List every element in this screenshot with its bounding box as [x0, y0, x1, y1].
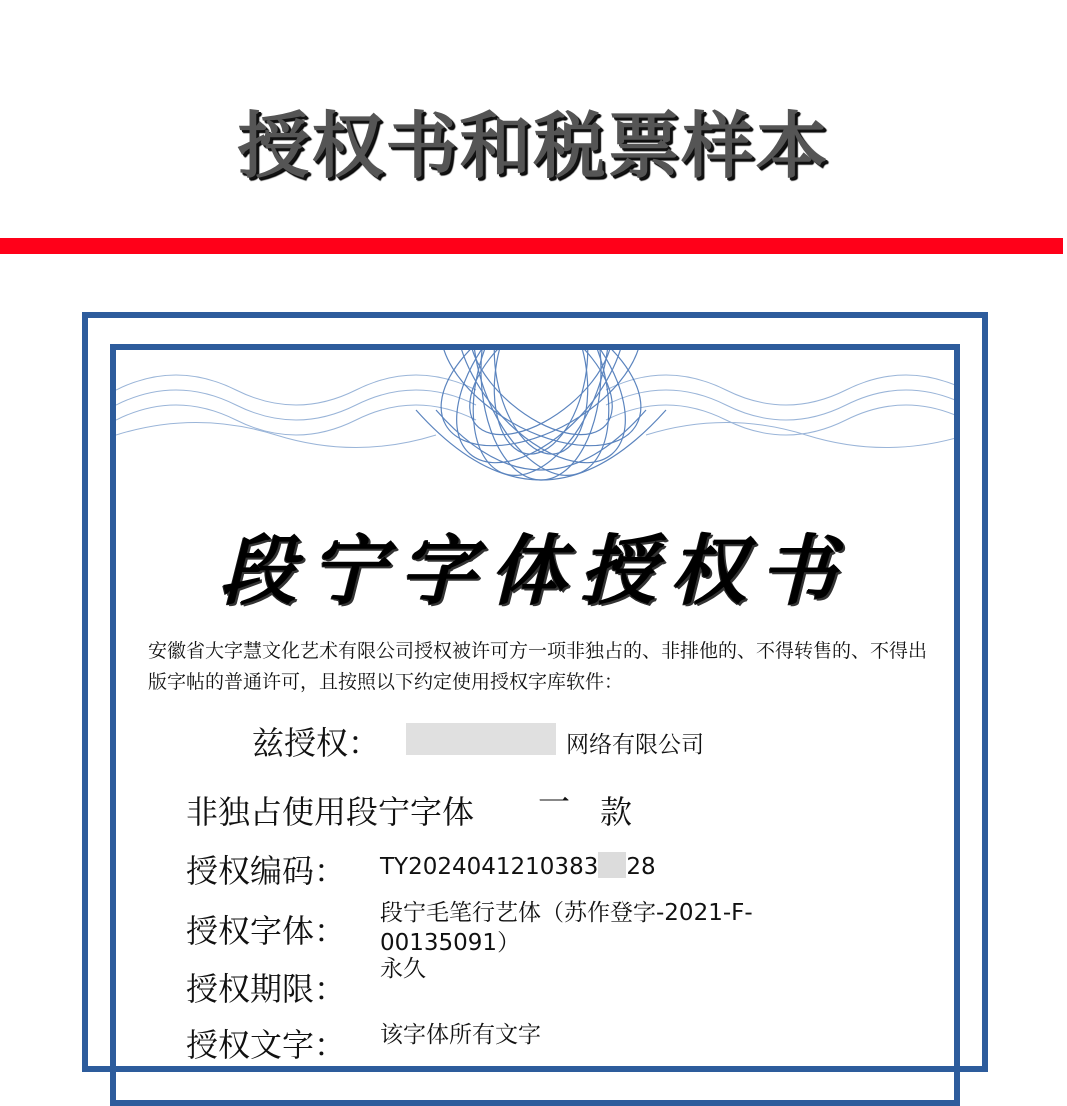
- license-period-value: 永久: [380, 956, 426, 982]
- license-code-value: [380, 852, 656, 880]
- license-period-label: 授权期限：: [186, 970, 347, 1008]
- licensed-font-value: 段宁毛笔行艺体（苏作登字-2021-F-00135091）: [380, 900, 753, 956]
- redacted-grantee-name: [406, 723, 556, 755]
- certificate-heading: 段宁字体授权书: [220, 526, 850, 615]
- licensed-text-value: 该字体所有文字: [380, 1022, 541, 1048]
- intro-paragraph: 安徽省大字慧文化艺术有限公司授权被许可方一项非独占的、非排他的、不得转售的、不得出版字帖的普通许可，且按照以下约定使用授权字库软件：: [148, 640, 928, 693]
- usage-unit: 款: [600, 793, 633, 831]
- licensed-text-label: 授权文字：: [186, 1026, 347, 1064]
- license-code-prefix: TY2024041210383: [380, 854, 599, 880]
- certificate-inner-frame: [110, 344, 960, 1106]
- license-certificate: [82, 312, 988, 1072]
- license-code-suffix: 28: [626, 854, 656, 880]
- licensed-font-label: 授权字体：: [186, 912, 347, 950]
- grantee-suffix: 网络有限公司: [566, 732, 704, 758]
- usage-statement: 非独占使用段宁字体: [186, 793, 475, 831]
- license-code-label: 授权编码：: [186, 852, 347, 890]
- red-divider: [0, 238, 1063, 254]
- page-title: 授权书和税票样本: [237, 104, 830, 188]
- grantee-label: 兹授权：: [252, 724, 381, 762]
- redacted-code-digits: [598, 852, 626, 878]
- usage-count: 一: [538, 783, 571, 821]
